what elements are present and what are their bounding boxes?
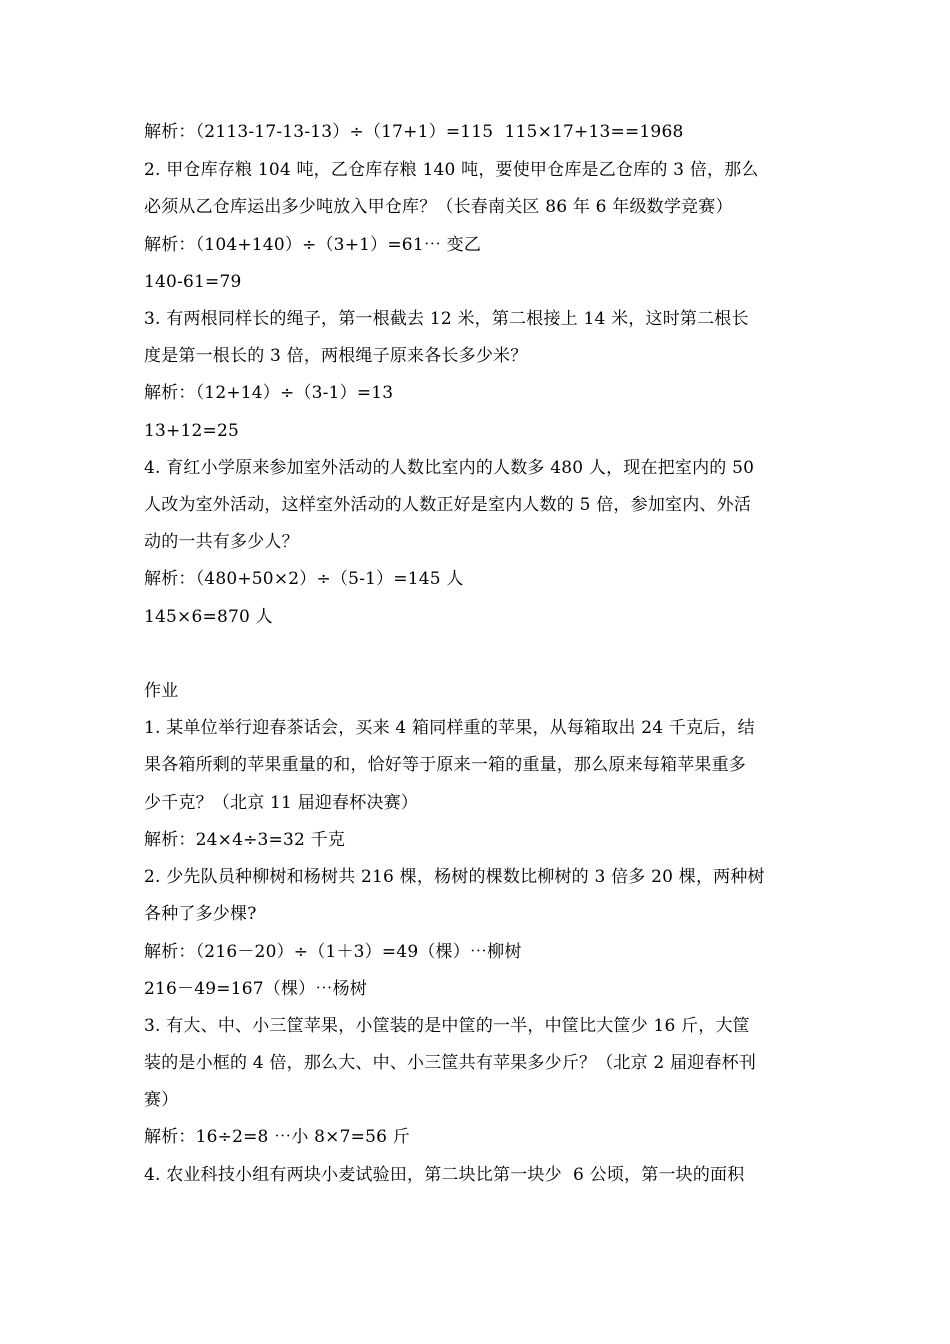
text-line: 145×6=870 人 xyxy=(144,607,273,627)
text-line: 13+12=25 xyxy=(144,421,239,441)
text-line: 解析：（480+50×2）÷（5-1）=145 人 xyxy=(144,569,464,589)
text-line: 4. 农业科技小组有两块小麦试验田，第二块比第一块少 6 公顷，第一块的面积 xyxy=(144,1165,745,1185)
text-line: 解析：（2113-17-13-13）÷（17+1）=115 115×17+13==1968 xyxy=(144,122,684,142)
text-line: 少千克？（北京 11 届迎春杯决赛） xyxy=(144,793,419,813)
text-line: 人改为室外活动，这样室外活动的人数正好是室内人数的 5 倍，参加室内、外活 xyxy=(144,495,752,515)
text-line: 1. 某单位举行迎春茶话会，买来 4 箱同样重的苹果，从每箱取出 24 千克后，结 xyxy=(144,718,755,738)
text-line: 216－49=167（棵）⋯杨树 xyxy=(144,979,367,999)
text-line: 果各箱所剩的苹果重量的和，恰好等于原来一箱的重量，那么原来每箱苹果重多 xyxy=(144,755,746,775)
text-line: 赛） xyxy=(144,1090,179,1110)
text-line: 解析：（104+140）÷（3+1）=61⋯ 变乙 xyxy=(144,235,482,255)
section-heading: 作业 xyxy=(144,681,179,701)
text-line: 各种了多少棵? xyxy=(144,904,257,924)
text-line: 度是第一根长的 3 倍，两根绳子原来各长多少米？ xyxy=(144,346,528,366)
text-line: 动的一共有多少人？ xyxy=(144,532,299,552)
text-line: 2. 少先队员种柳树和杨树共 216 棵，杨树的棵数比柳树的 3 倍多 20 棵，两种树 xyxy=(144,867,765,887)
text-line: 2. 甲仓库存粮 104 吨，乙仓库存粮 140 吨，要使甲仓库是乙仓库的 3 倍，那么 xyxy=(144,160,759,180)
text-line: 解析：16÷2=8 ⋯小 8×7=56 斤 xyxy=(144,1127,410,1147)
text-line: 必须从乙仓库运出多少吨放入甲仓库？（长春南关区 86 年 6 年级数学竞赛） xyxy=(144,197,733,217)
text-line: 3. 有两根同样长的绳子，第一根截去 12 米，第二根接上 14 米，这时第二根长 xyxy=(144,309,749,329)
text-line: 解析：（12+14）÷（3-1）=13 xyxy=(144,383,394,403)
text-line: 4. 育红小学原来参加室外活动的人数比室内的人数多 480 人，现在把室内的 50 xyxy=(144,458,755,478)
text-line: 解析：（216－20）÷（1＋3）=49（棵）⋯柳树 xyxy=(144,942,522,962)
text-line: 3. 有大、中、小三筐苹果，小筐装的是中筐的一半，中筐比大筐少 16 斤，大筐 xyxy=(144,1016,750,1036)
text-line: 140-61=79 xyxy=(144,272,242,292)
text-line: 解析：24×4÷3=32 千克 xyxy=(144,830,346,850)
text-line: 装的是小框的 4 倍，那么大、中、小三筐共有苹果多少斤？（北京 2 届迎春杯刊 xyxy=(144,1053,757,1073)
